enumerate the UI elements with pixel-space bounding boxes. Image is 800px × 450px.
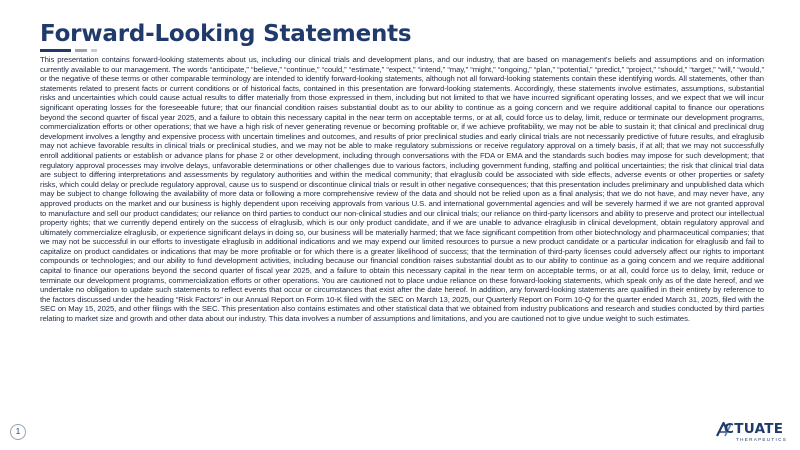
title-accent-bar bbox=[40, 49, 71, 52]
page-number: 1 bbox=[10, 424, 26, 440]
logo-wordmark: CTUATE bbox=[724, 421, 784, 437]
disclaimer-paragraph: This presentation contains forward-looking statements about us, including our clinical trials and development plans, and our industry, that are based on management's beliefs and assumptions and on information currently available to our management. The words “anticipate,” “believe,” “continue,” “could,” “estimate,” “expect,” “intend,” “may,” “might,” “ongoing,” “plan,” “potential,” “predict,” “project,” “should,” “target,” “will,” “would,” or the negative of these terms or other comparable terminology are intended to identify forward-looking statements, although not all forward-looking statements contain these identifying words. All statements, other than statements related to present facts or current conditions or of historical facts, contained in this presentation are forward-looking statements. Accordingly, these statements involve estimates, assumptions, substantial risks and uncertainties which could cause actual results to differ materially from those expressed in them, including but not limited to that we have incurred significant operating losses, and we expect that we will incur significant operating losses for the foreseeable future; that our financial condition raises substantial doubt as to our ability to continue as a going concern and we require additional capital to finance our operations beyond the second quarter of fiscal year 2025, and a failure to obtain this necessary capital in the near term on acceptable terms, or at all, could force us to delay, limit, reduce or terminate our development programs, commercialization efforts or other operations; that we have a high risk of never generating revenue or becoming profitable or, if we achieve profitability, we may not be able to sustain it; that clinical and preclinical drug development involves a lengthy and expensive process with uncertain timelines and outcomes, and results of prior preclinical studies and early clinical trials are not necessarily predictive of future results, and elraglusib may not achieve favorable results in clinical trials or preclinical studies, and we may not be able to make regulatory submissions or receive regulatory approval on a timely basis, if at all; that we may not successfully enroll additional patients or establish or advance plans for phase 2 or other development, including through conversations with the FDA or EMA and the standards such bodies may impose for such development; that regulatory approval processes may involve delays, unfavorable determinations or other challenges due to various factors, including government funding, staffing and political uncertainties; the risk that clinical trial data are subject to differing interpretations and assessments by regulatory authorities and within the medical community; that elraglusib could be associated with side effects, adverse events or other properties or safety risks, which could delay or preclude regulatory approval, cause us to suspend or discontinue clinical trials or result in other negative consequences; that this presentation includes preliminary and unpublished data which may be subject to change following the availability of more data or following a more comprehensive review of the data and should not be relied upon as a final analysis; that we do not have, and may never have, any approved products on the market and our business is highly dependent upon receiving approvals from various U.S. and international governmental agencies and will be severely harmed if we are not granted approval to manufacture and sell our product candidates; our reliance on third parties to conduct our non-clinical studies and our clinical trials; our reliance on third-party licensors and ability to preserve and protect our intellectual property rights; that we currently depend entirely on the success of elraglusib, which is our only product candidate, and if we are unable to advance elraglusib in clinical development, obtain regulatory approval and ultimately commercialize elraglusib, or experience significant delays in doing so, our business will be materially harmed; that we face significant competition from other biotechnology and pharmaceutical companies; that we may not be successful in our efforts to investigate elraglusib in additional indications and we may expend our limited resources to pursue a new product candidate or a particular indication for elraglusib and fail to capitalize on product candidates or indications that may be more profitable or for which there is a greater likelihood of success; that the termination of third-party licenses could adversely affect our rights to important compounds or technologies; and our ability to fund development activities, including because our financial condition raises substantial doubt as to our ability to continue as a going concern and we require additional capital to finance our operations beyond the second quarter of fiscal year 2025, and a failure to obtain this necessary capital in the near term on acceptable terms, or at all, could force us to delay, limit, reduce or terminate our development programs, commercialization efforts or other operations. You are cautioned not to place undue reliance on these forward-looking statements, which speak only as of the date hereof, and we undertake no obligation to update such statements to reflect events that occur or circumstances that exist after the date hereof. In addition, any forward-looking statements are qualified in their entirety by reference to the factors discussed under the heading “Risk Factors” in our Annual Report on Form 10-K filed with the SEC on March 13, 2025, our Quarterly Report on Form 10-Q for the quarter ended March 31, 2025, filed with the SEC on May 15, 2025, and other filings with the SEC. This presentation also contains estimates and other statistical data that we obtained from industry publications and research and studies conducted by third parties relating to market size and growth and other data about our industry. This data involves a number of assumptions and limitations, and you are cautioned not to give undue weight to such estimates. bbox=[40, 55, 764, 324]
page-title: Forward-Looking Statements bbox=[40, 21, 412, 47]
title-accent-bar-small bbox=[91, 49, 97, 52]
logo-subtitle: THERAPEUTICS bbox=[736, 437, 788, 442]
company-logo bbox=[716, 421, 790, 445]
title-accent-bar-mid bbox=[75, 49, 87, 52]
